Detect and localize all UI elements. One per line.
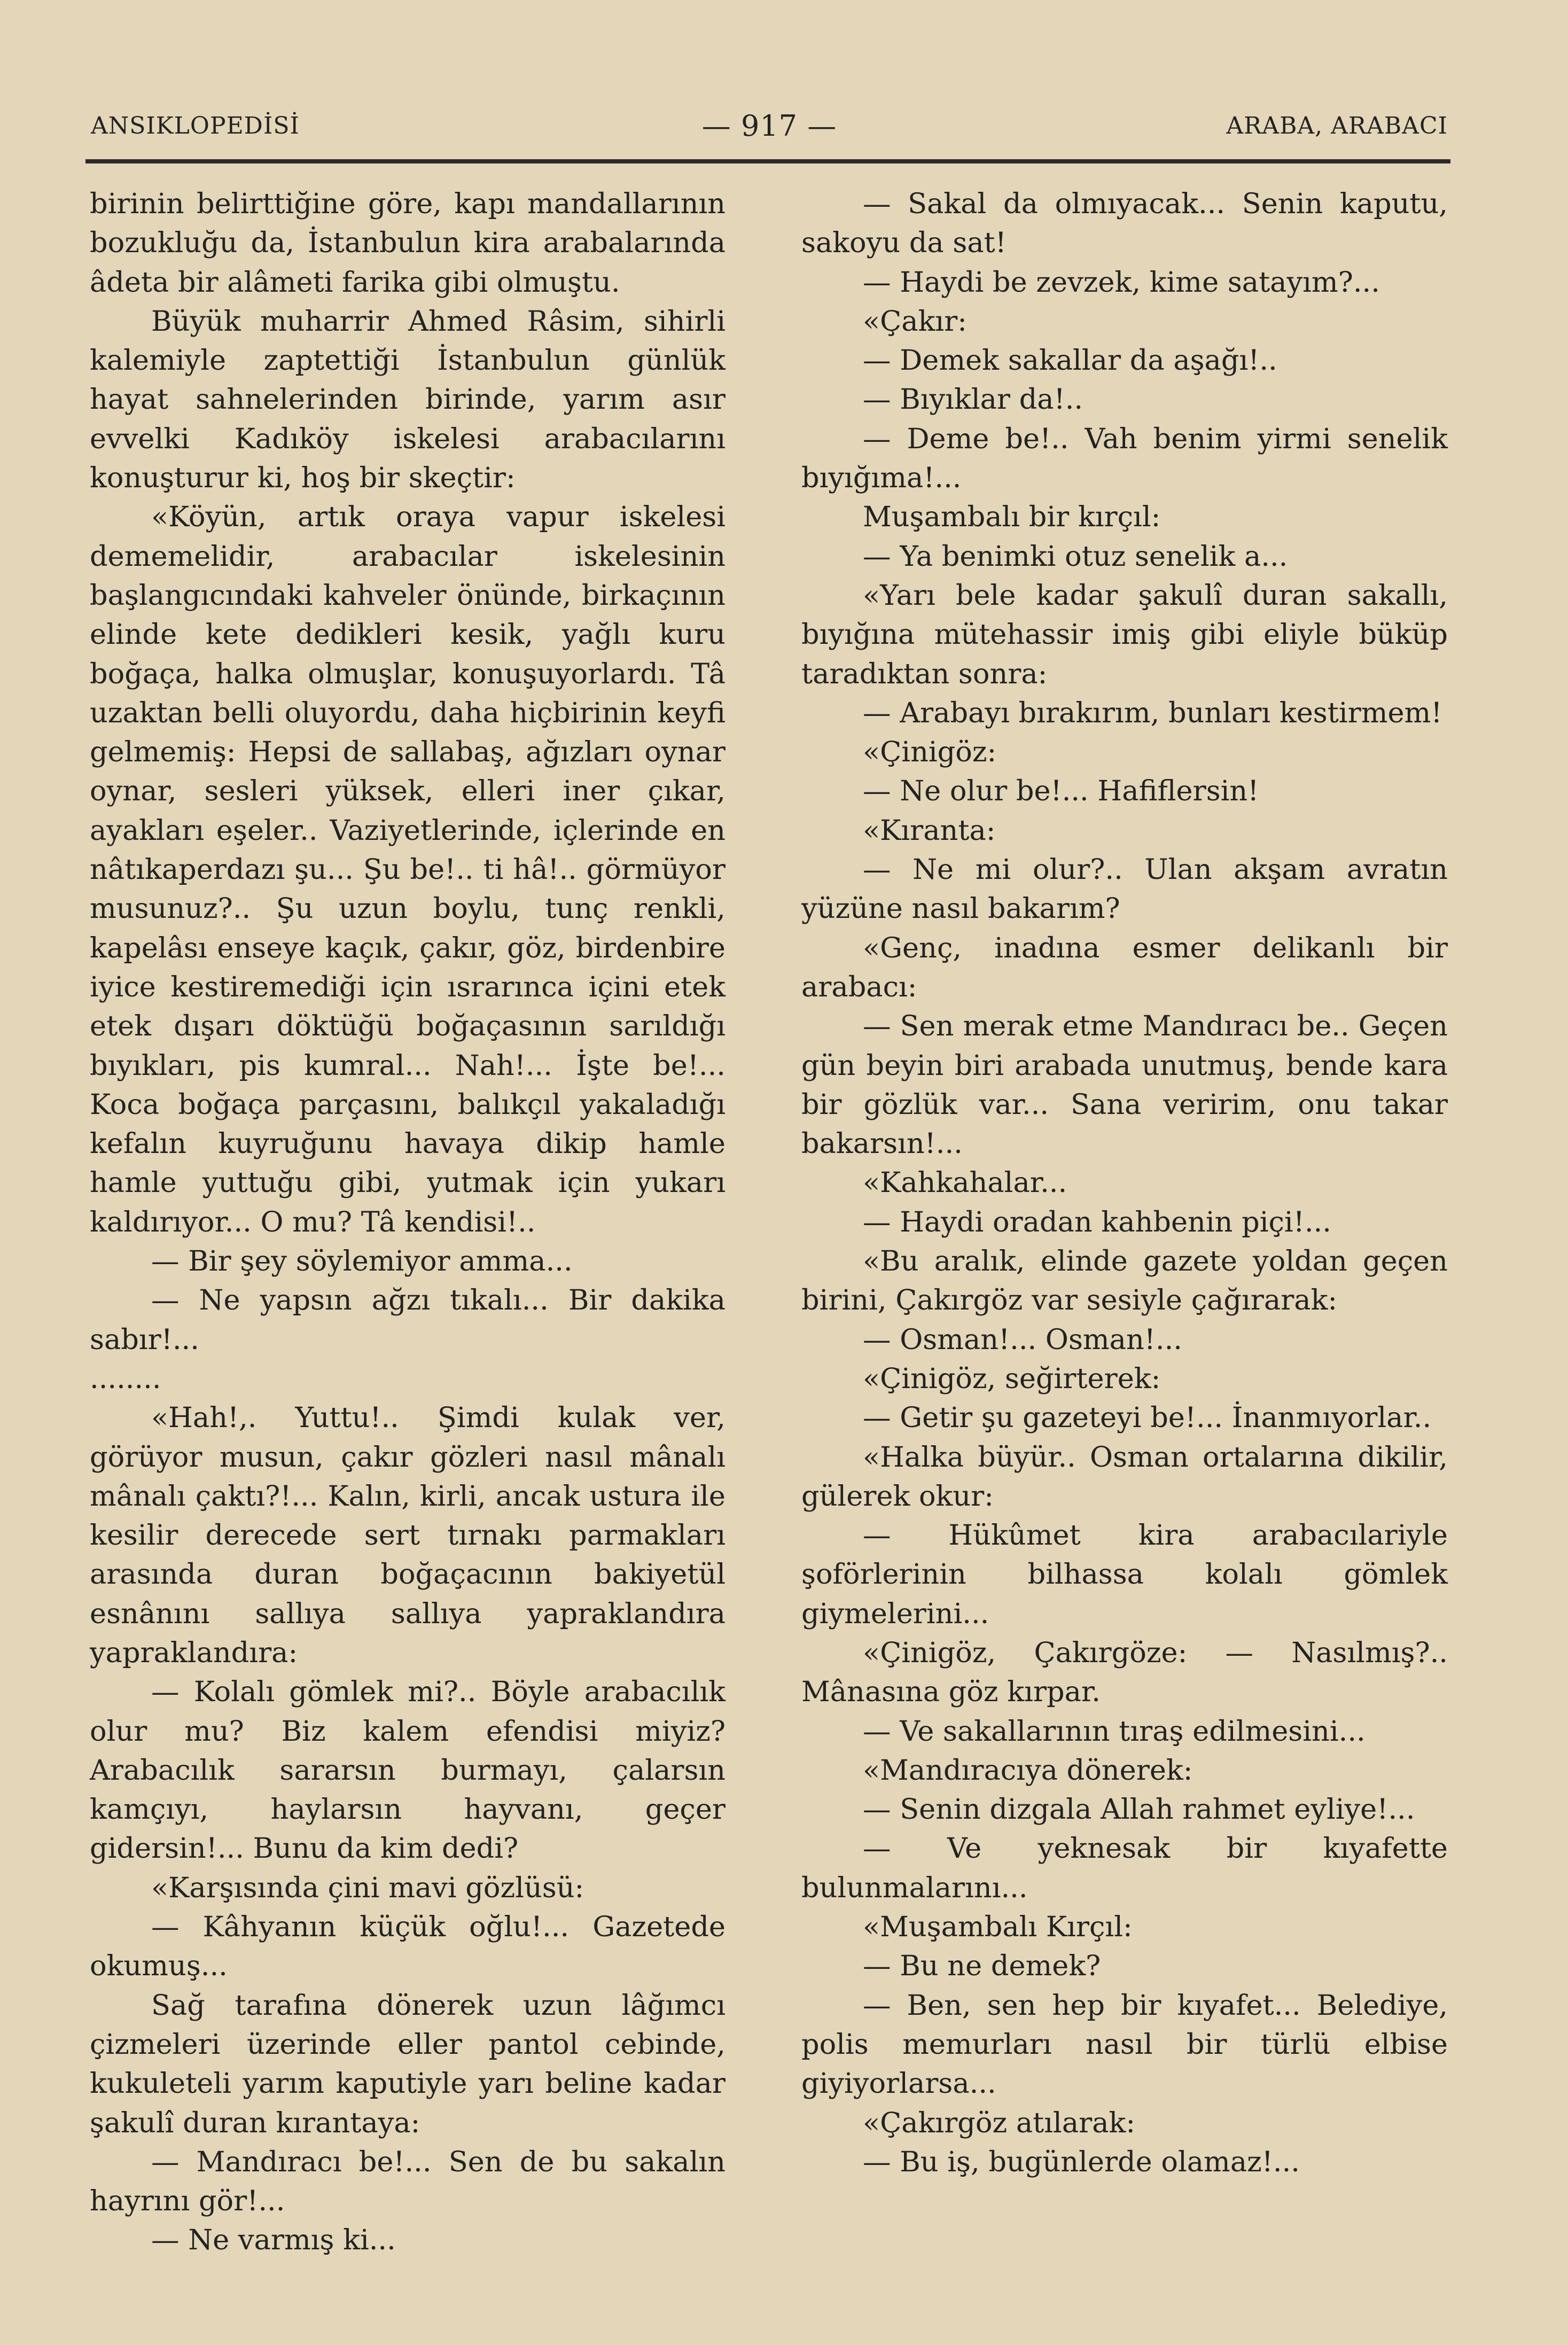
paragraph: — Sakal da olmıyacak... Senin kaputu, sakoyu da sat! (801, 188, 1448, 260)
paragraph: — Kâhyanın küçük oğlu!... Gazetede okumuş... (90, 1911, 726, 1983)
paragraph: — Ne olur be!... Hafiflersin! (863, 775, 1259, 808)
header-title-left: ANSIKLOPEDİSİ (91, 112, 300, 139)
header-rule (85, 159, 1450, 163)
header-title-right: ARABA, ARABACI (1226, 112, 1448, 139)
paragraph: — Sen merak etme Mandıracı be.. Geçen gün beyin biri arabada unutmuş, bende kara bir gözlük var... Sana veririm, onu takar bakarsın!... (801, 1010, 1448, 1160)
left-column (90, 184, 726, 2260)
paragraph: Muşambalı bir kırçıl: (863, 501, 1161, 534)
paragraph: «Çakırgöz atılarak: (863, 2106, 1136, 2139)
paragraph: — Bu ne demek? (863, 1950, 1101, 1983)
paragraph: — Ve yeknesak bir kıyafette bulunmalarını... (801, 1832, 1448, 1904)
paragraph: — Arabayı bırakırım, bunları kestirmem! (863, 696, 1442, 729)
paragraph: Büyük muharrir Ahmed Râsim, sihirli kalemiyle zaptettiği İstanbulun günlük hayat sahnelerinden birinde, yarım asır evvelki Kadıköy iskelesi arabacılarını konuşturur ki, hoş bir skeçtir: (90, 305, 726, 495)
page-number: — 917 — (701, 109, 837, 143)
paragraph: ........ (90, 1362, 161, 1395)
paragraph: «Çinigöz, seğirterek: (863, 1362, 1161, 1395)
paragraph: — Osman!... Osman!... (863, 1323, 1182, 1356)
paragraph: — Ne mi olur?.. Ulan akşam avratın yüzüne nasıl bakarım? (801, 853, 1448, 925)
paragraph: — Ya benimki otuz senelik a... (863, 540, 1288, 573)
paragraph: — Mandıracı be!... Sen de bu sakalın hayrını gör!... (90, 2145, 726, 2218)
paragraph: — Kolalı gömlek mi?.. Böyle arabacılık olur mu? Biz kalem efendisi miyiz? Arabacılık sararsın burmayı, çalarsın kamçıyı, haylarsın hayvanı, geçer gidersin!... Bunu da kim dedi? (90, 1676, 726, 1865)
paragraph: «Kıranta: (863, 814, 996, 847)
paragraph: «Bu aralık, elinde gazete yoldan geçen birini, Çakırgöz var sesiyle çağırarak: (801, 1245, 1448, 1317)
paragraph: — Bıyıklar da!.. (863, 383, 1083, 416)
paragraph: «Karşısında çini mavi gözlüsü: (151, 1871, 584, 1904)
paragraph: birinin belirttiğine göre, kapı mandallarının bozukluğu da, İstanbulun kira arabalarında âdeta bir alâmeti farika gibi olmuştu. (90, 188, 726, 299)
paragraph: «Çakır: (863, 305, 967, 338)
paragraph: «Muşambalı Kırçıl: (863, 1911, 1133, 1944)
paragraph: «Köyün, artık oraya vapur iskelesi dememelidir, arabacılar iskelesinin başlangıcındaki kahveler önünde, birkaçının elinde kete dedikleri kesik, yağlı kuru boğaça, halka olmuşlar, konuşuyorlardı. Tâ uzaktan belli oluyordu, daha hiçbirinin keyfi gelmemiş: Hepsi de sallabaş, ağızları oynar oynar, sesleri yüksek, elleri iner çıkar, ayakları eşeler.. Vaziyetlerinde, içlerinde en nâtıkaperdazı şu... Şu be!.. ti hâ!.. görmüyor musunuz?.. Şu uzun boylu, tunç renkli, kapelâsı enseye kaçık, çakır, göz, birdenbire iyice kestiremediği için ısrarınca içini etek etek dışarı döktüğü boğaçasının sarıldığı bıyıkları, pis kumral... Nah!... İşte be!... Koca boğaça parçasını, balıkçıl yakaladığı kefalın kuyruğunu havaya dikip hamle hamle yuttuğu gibi, yutmak için yukarı kaldırıyor... O mu? Tâ kendisi!.. (90, 501, 726, 1238)
page-header (91, 109, 1448, 150)
paragraph: «Hah!,. Yuttu!.. Şimdi kulak ver, görüyor musun, çakır gözleri nasıl mânalı mânalı çaktı?!... Kalın, kirli, ancak ustura ile kesilir derecede sert tırnakı parmakları arasında duran boğaçacının bakiyetül esnânını sallıya sallıya yapraklandıra yapraklandıra: (90, 1401, 726, 1669)
paragraph: — Senin dizgala Allah rahmet eyliye!... (863, 1793, 1415, 1826)
paragraph: — Ne yapsın ağzı tıkalı... Bir dakika sabır!... (90, 1284, 726, 1356)
paragraph: — Haydi oradan kahbenin piçi!... (863, 1205, 1331, 1238)
paragraph: — Ben, sen hep bir kıyafet... Belediye, polis memurları nasıl bir türlü elbise giyiyorlarsa... (801, 1989, 1448, 2100)
paragraph: «Kahkahalar... (863, 1166, 1067, 1199)
right-column (801, 184, 1448, 2182)
paragraph: — Hükûmet kira arabacılariyle şoförlerinin bilhassa kolalı gömlek giymelerini... (801, 1519, 1448, 1630)
paragraph: «Genç, inadına esmer delikanlı bir arabacı: (801, 931, 1448, 1003)
paragraph: — Getir şu gazeteyi be!... İnanmıyorlar.. (863, 1401, 1432, 1435)
paragraph: — Demek sakallar da aşağı!.. (863, 344, 1277, 377)
paragraph: — Bu iş, bugünlerde olamaz!... (863, 2145, 1300, 2178)
paragraph: Sağ tarafına dönerek uzun lâğımcı çizmeleri üzerinde eller pantol cebinde, kukuleteli yarım kaputiyle yarı beline kadar şakulî duran kırantaya: (90, 1989, 726, 2139)
paragraph: — Ve sakallarının tıraş edilmesini... (863, 1715, 1366, 1748)
paragraph: — Ne varmış ki... (151, 2224, 396, 2257)
paragraph: — Deme be!.. Vah benim yirmi senelik bıyığıma!... (801, 422, 1448, 495)
paragraph: «Çinigöz: (863, 736, 997, 769)
paragraph: «Mandıracıya dönerek: (863, 1754, 1193, 1787)
paragraph: «Yarı bele kadar şakulî duran sakallı, bıyığına mütehassir imiş gibi eliyle büküp taradıktan sonra: (801, 579, 1448, 690)
paragraph: «Çinigöz, Çakırgöze: — Nasılmış?.. Mânasına göz kırpar. (801, 1636, 1448, 1709)
paragraph: — Bir şey söylemiyor amma... (151, 1245, 573, 1278)
paragraph: «Halka büyür.. Osman ortalarına dikilir, gülerek okur: (801, 1440, 1448, 1513)
paragraph: — Haydi be zevzek, kime satayım?... (863, 266, 1380, 299)
